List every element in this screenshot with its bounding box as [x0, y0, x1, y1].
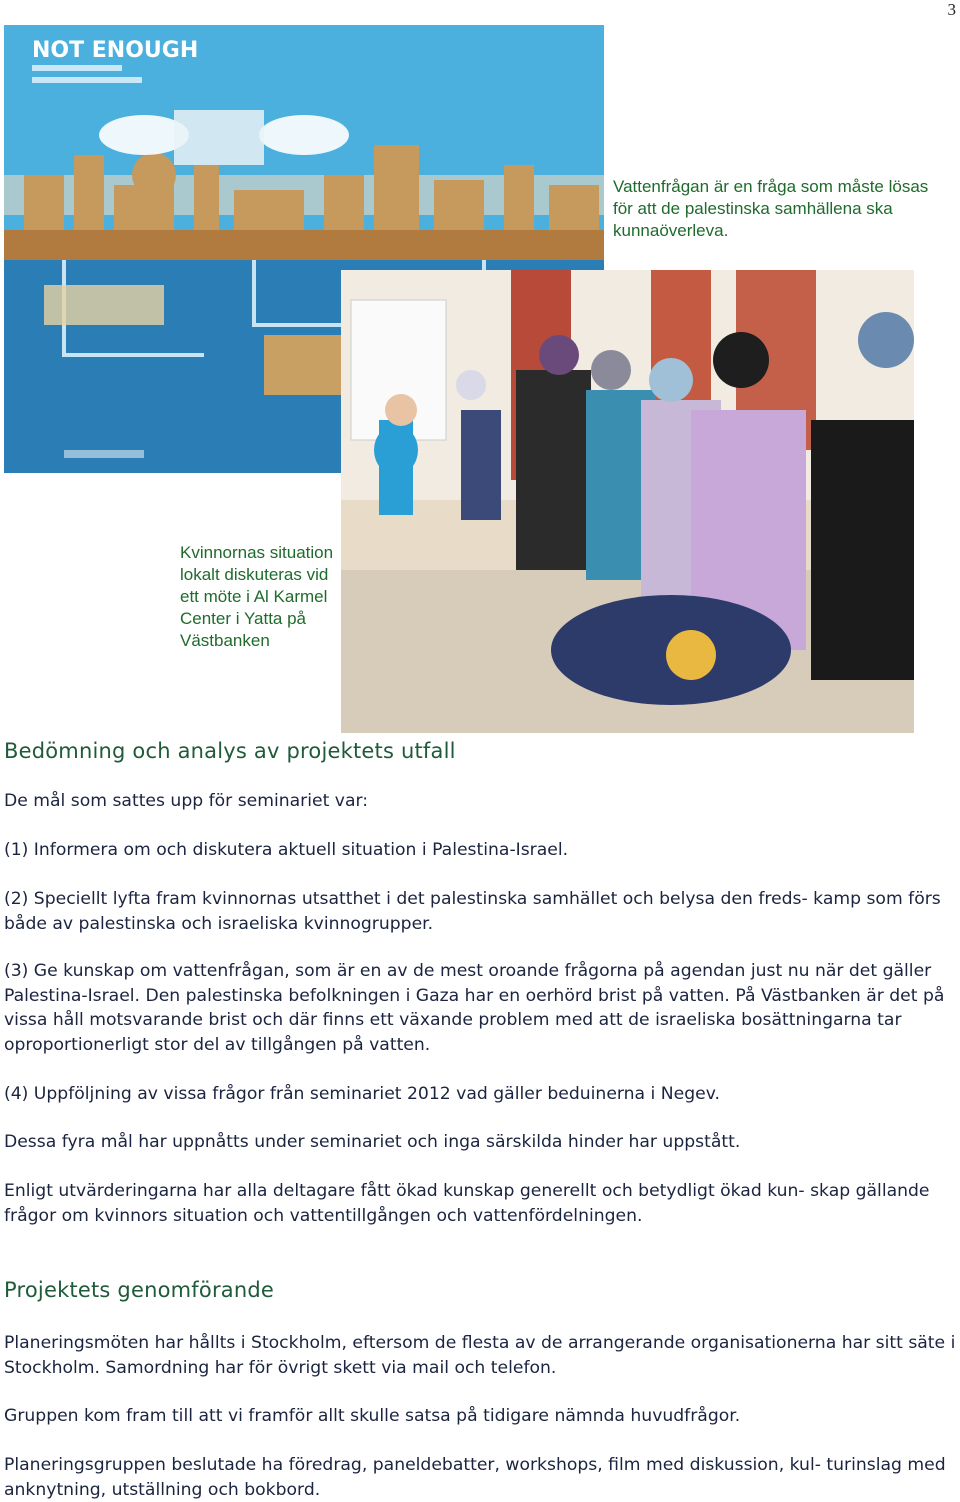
goal-1: (1) Informera om och diskutera aktuell situation i Palestina-Israel.	[4, 840, 569, 860]
women-meeting-photo	[341, 270, 914, 733]
goal-4: (4) Uppföljning av vissa frågor från seminariet 2012 vad gäller beduinerna i Negev.	[4, 1084, 720, 1104]
women-caption: Kvinnornas situation lokalt diskuteras vid ett möte i Al Karmel Center i Yatta på Västbanken	[180, 543, 334, 650]
implementation-paragraph-1: Planeringsmöten har hållts i Stockholm, eftersom de flesta av de arrangerande organisationerna har sitt säte i Stockholm. Samordning har för övrigt skett via mail och telefon.	[4, 1333, 956, 1378]
implementation-paragraph-3: Planeringsgruppen beslutade ha föredrag, paneldebatter, workshops, film med diskussion, kul- turinslag med anknytning, utställning och bokbord.	[4, 1455, 946, 1500]
page-number: 3	[947, 0, 956, 19]
goals-intro: De mål som sattes upp för seminariet var:	[4, 791, 369, 811]
water-caption: Vattenfrågan är en fråga som måste lösas för att de palestinska samhällena ska kunnaöverleva.	[613, 177, 929, 240]
implementation-heading: Projektets genomförande	[4, 1278, 275, 1302]
evaluation-summary: Enligt utvärderingarna har alla deltagare fått ökad kunskap generellt och betydligt ökad kun- skap gällande frågor om kvinnors situation och vattentillgången och vattenfördelningen.	[4, 1181, 930, 1226]
goal-3: (3) Ge kunskap om vattenfrågan, som är en av de mest oroande frågorna på agendan just nu när det gäller Palestina-Israel. Den palestinska befolkningen i Gaza har en oerhörd brist på vatten. På Västbanken är det på vissa håll motsvarande brist och där finns ett växande problem med att de israeliska bosättningarna tar oproportionerligt stor del av tillgången på vatten.	[4, 961, 945, 1055]
implementation-paragraph-2: Gruppen kom fram till att vi framför allt skulle satsa på tidigare nämnda huvudfrågor.	[4, 1406, 741, 1426]
meeting-illustration	[341, 270, 914, 733]
goal-2: (2) Speciellt lyfta fram kvinnornas utsatthet i det palestinska samhället och belysa den freds- kamp som förs både av palestinska och israeliska kvinnogrupper.	[4, 889, 941, 934]
assessment-heading: Bedömning och analys av projektets utfall	[4, 739, 456, 763]
goals-achieved: Dessa fyra mål har uppnåtts under seminariet och inga särskilda hinder har uppstått.	[4, 1132, 741, 1152]
poster-title: NOT ENOUGH	[32, 38, 199, 63]
